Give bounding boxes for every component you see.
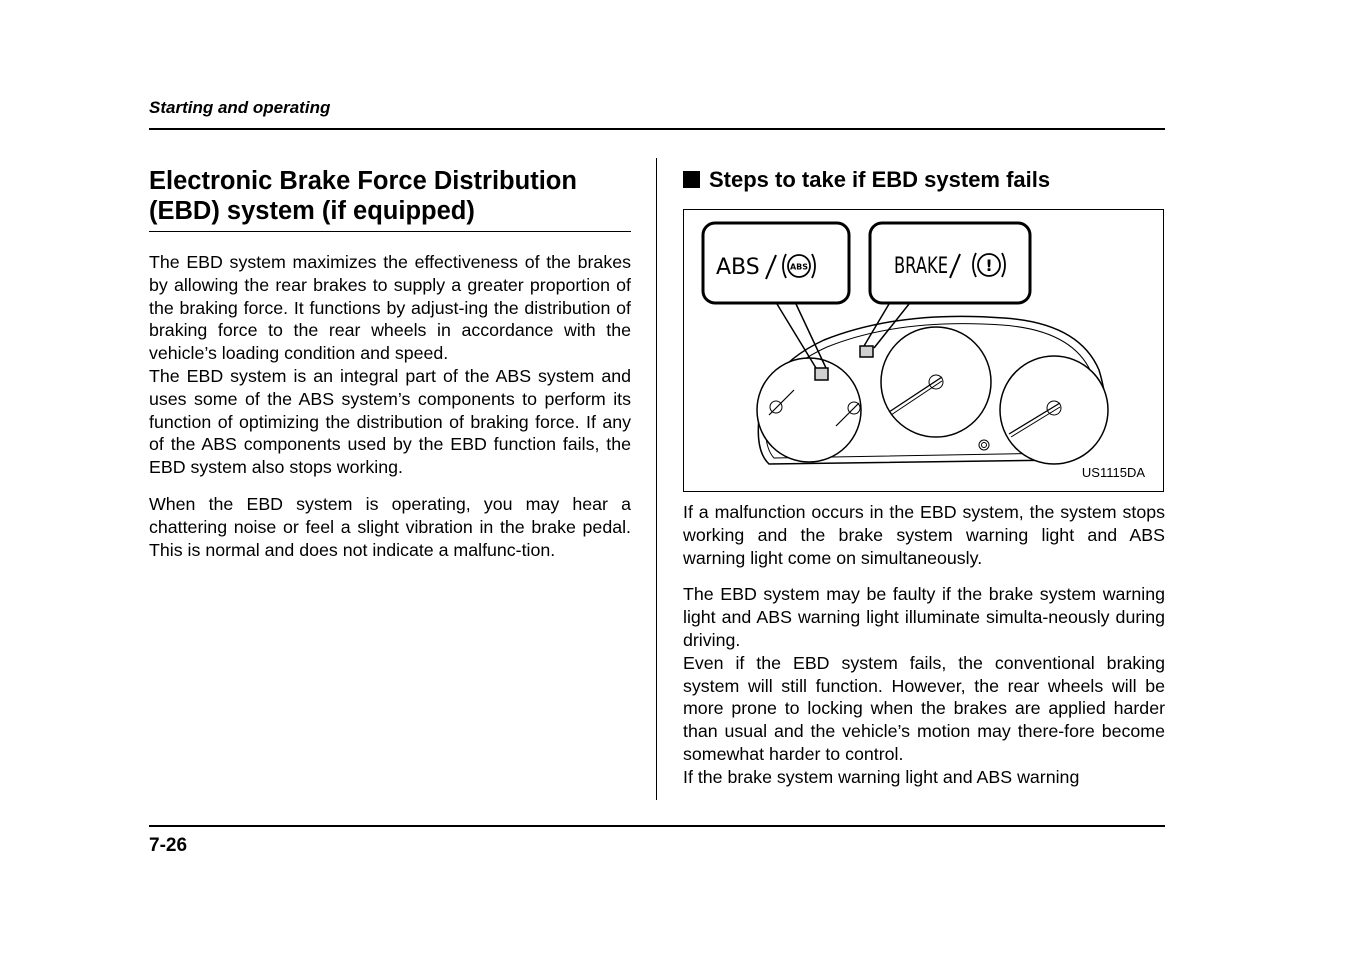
instrument-cluster-illustration bbox=[684, 210, 1165, 493]
subsection-title bbox=[683, 166, 1165, 194]
brake-exclamation-text: ! bbox=[985, 256, 993, 275]
right-paragraph-1: If a malfunction occurs in the EBD system, the system stops working and the brake system warning light and ABS warning light come on simultaneously. bbox=[683, 502, 1165, 568]
column-divider bbox=[656, 158, 657, 800]
instrument-cluster-figure bbox=[683, 209, 1164, 492]
header-rule bbox=[149, 128, 1165, 130]
running-header: Starting and operating bbox=[149, 98, 331, 117]
abs-callout-label: ABS bbox=[716, 255, 760, 280]
footer-rule bbox=[149, 825, 1165, 827]
trip-knob-inner bbox=[982, 443, 987, 448]
square-bullet-icon bbox=[683, 171, 700, 188]
left-gauge bbox=[757, 358, 861, 462]
center-gauge bbox=[881, 327, 991, 437]
brake-warning-lamp-marker bbox=[860, 346, 873, 357]
right-gauge bbox=[1000, 356, 1108, 464]
left-paragraph-2: When the EBD system is operating, you may hear a chattering noise or feel a slight vibration in the brake pedal. This is normal and does not indicate a malfunc-tion. bbox=[149, 493, 631, 560]
page-number: 7-26 bbox=[149, 835, 188, 856]
right-column bbox=[683, 166, 1165, 789]
abs-badge-text: ABS bbox=[789, 262, 809, 272]
right-paragraph-2: The EBD system may be faulty if the brake system warning light and ABS warning light illuminate simulta-neously during driving. Even if the EBD system fails, the conventional braking system will still function. However, the rear wheels will be more prone to locking when the brakes are applied harder than usual and the vehicle’s motion may there-fore become somewhat harder to control. If the brake system warning light and ABS warning bbox=[683, 584, 1165, 787]
abs-warning-lamp-marker bbox=[815, 368, 828, 380]
section-title: Electronic Brake Force Distribution (EBD) system (if equipped) bbox=[149, 166, 631, 232]
left-column bbox=[149, 166, 631, 561]
figure-id: US1115DA bbox=[1081, 465, 1145, 480]
brake-callout-label: BRAKE bbox=[894, 254, 948, 279]
left-paragraph-1: The EBD system maximizes the effectiveness of the brakes by allowing the rear brakes to supply a greater proportion of the braking force. It functions by adjust-ing the distribution of braking force to the rear wheels in accordance with the vehicle’s loading condition and speed. The EBD system is an integral part of the ABS system and uses some of the ABS system’s components to perform its function of optimizing the distribution of braking force. If any of the ABS components used by the EBD function fails, the EBD system also stops working. bbox=[149, 252, 631, 478]
subsection-title-text: Steps to take if EBD system fails bbox=[709, 167, 1051, 192]
trip-knob bbox=[979, 440, 989, 450]
